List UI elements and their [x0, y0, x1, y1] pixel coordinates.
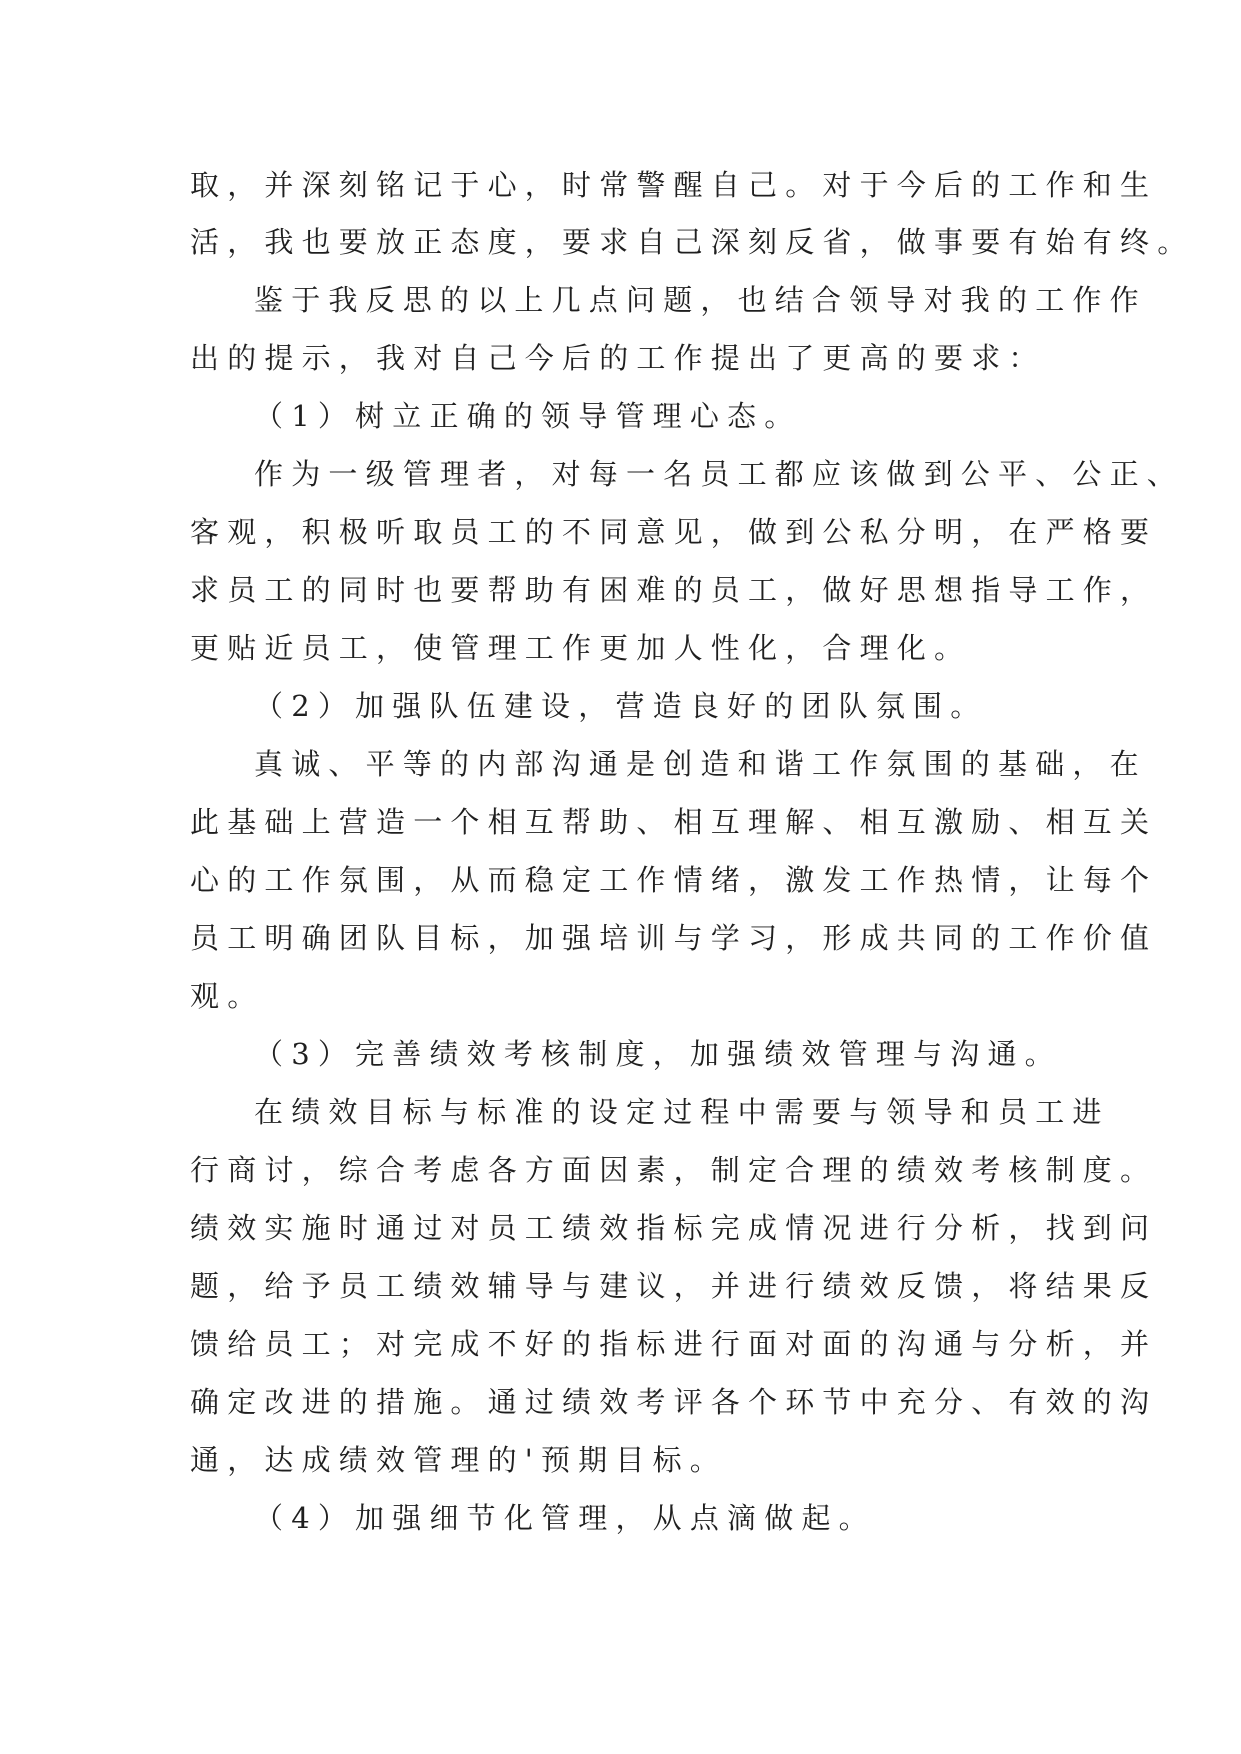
text-line: （2）加强队伍建设，营造良好的团队氛围。	[254, 689, 988, 723]
text-line: 心的工作氛围，从而稳定工作情绪，激发工作热情，让每个	[190, 863, 1158, 897]
text-line: 绩效实施时通过对员工绩效指标完成情况进行分析，找到问	[190, 1211, 1158, 1245]
text-line: 题，给予员工绩效辅导与建议，并进行绩效反馈，将结果反	[190, 1269, 1158, 1303]
text-line: 真诚、平等的内部沟通是创造和谐工作氛围的基础，在	[254, 747, 1147, 781]
text-line: 客观，积极听取员工的不同意见，做到公私分明，在严格要	[190, 515, 1158, 549]
text-line: 观。	[190, 979, 265, 1013]
text-line: 行商讨，综合考虑各方面因素，制定合理的绩效考核制度。	[190, 1153, 1158, 1187]
text-line: 员工明确团队目标，加强培训与学习，形成共同的工作价值	[190, 921, 1158, 955]
text-line: 作为一级管理者，对每一名员工都应该做到公平、公正、	[254, 457, 1185, 491]
text-line: 出的提示，我对自己今后的工作提出了更高的要求：	[190, 341, 1046, 375]
text-line: 活，我也要放正态度，要求自己深刻反省，做事要有始有终。	[190, 225, 1195, 259]
text-line: （4）加强细节化管理，从点滴做起。	[254, 1501, 876, 1535]
text-line: 馈给员工；对完成不好的指标进行面对面的沟通与分析，并	[190, 1327, 1158, 1361]
text-line: 更贴近员工，使管理工作更加人性化，合理化。	[190, 631, 972, 665]
text-line: 在绩效目标与标准的设定过程中需要与领导和员工进	[254, 1095, 1110, 1129]
text-line: 通，达成绩效管理的'预期目标。	[190, 1443, 727, 1477]
text-line: 确定改进的措施。通过绩效考评各个环节中充分、有效的沟	[190, 1385, 1158, 1419]
text-line: 此基础上营造一个相互帮助、相互理解、相互激励、相互关	[190, 805, 1158, 839]
text-line: 鉴于我反思的以上几点问题，也结合领导对我的工作作	[254, 283, 1147, 317]
text-line: （3）完善绩效考核制度，加强绩效管理与沟通。	[254, 1037, 1062, 1071]
text-line: 求员工的同时也要帮助有困难的员工，做好思想指导工作，	[190, 573, 1158, 607]
text-line: 取，并深刻铭记于心，时常警醒自己。对于今后的工作和生	[190, 168, 1158, 202]
text-line: （1）树立正确的领导管理心态。	[254, 399, 802, 433]
